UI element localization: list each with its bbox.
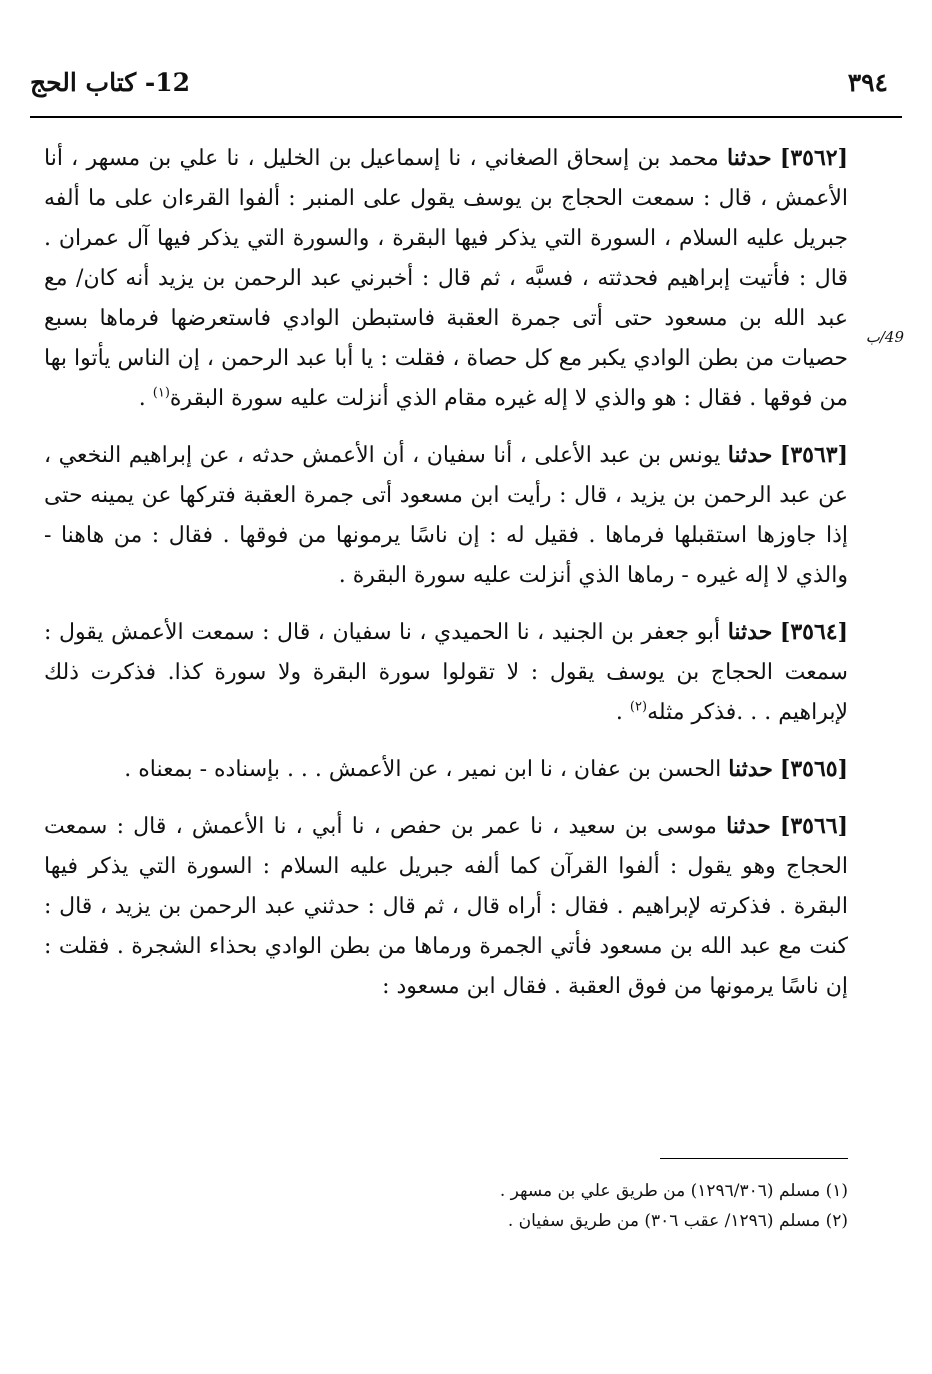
hadith-text: أبو جعفر بن الجنيد ، نا الحميدي ، نا سفيان ، قال : سمعت الأعمش يقول : سمعت الحجاج بن يوسف يقول : لا تقولوا سورة البقرة ولا سورة كذا. فذكرت ذلك لإبراهيم . . .فذكر مثله xyxy=(44,620,848,725)
footnotes xyxy=(44,1176,848,1236)
hadith-number: [٣٥٦٦] xyxy=(779,813,848,839)
hadith-number: [٣٥٦٥] xyxy=(779,756,848,782)
hadith-keyword: حدثنا xyxy=(727,442,773,468)
chapter-title: 12- كتاب الحج xyxy=(30,68,191,97)
hadith-tail: . xyxy=(615,700,630,725)
header-divider xyxy=(30,116,902,118)
hadith-3562 xyxy=(44,138,848,419)
hadith-keyword: حدثنا xyxy=(726,813,771,839)
footnote-1: (١) مسلم (١٢٩٦/٣٠٦) من طريق علي بن مسهر . xyxy=(499,1181,848,1201)
hadith-3564 xyxy=(44,612,848,733)
hadith-number: [٣٥٦٤] xyxy=(779,619,848,645)
hadith-keyword: حدثنا xyxy=(728,756,773,782)
hadith-text: محمد بن إسحاق الصغاني ، نا إسماعيل بن الخليل ، نا علي بن مسهر ، أنا الأعمش ، قال : سمعت الحجاج بن يوسف يقول على المنبر : ألفوا القرءان على ما ألفه جبريل عليه السلام ، السورة التي يذكر فيها البقرة ، والسورة التي يذكر فيها آل عمران . قال : فأتيت إبراهيم فحدثته ، فسبَّه ، ثم قال : أخبرني عبد الرحمن بن يزيد أنه كان/ مع عبد الله بن مسعود حتى أتى جمرة العقبة فاستبطن الوادي فاستعرضها فرماها بسبع حصيات من بطن الوادي يكبر مع كل حصاة ، فقلت : يا أبا عبد الرحمن ، إن الناس يأتوا بها من فوقها . فقال : هو والذي لا إله غيره مقام الذي أنزلت عليه سورة البقرة xyxy=(44,146,848,411)
hadith-text: موسى بن سعيد ، نا عمر بن حفص ، نا أبي ، نا الأعمش ، قال : سمعت الحجاج وهو يقول : ألفوا القرآن كما ألفه جبريل عليه السلام : السورة التي يذكر فيها البقرة . فذكرته لإبراهيم . فقال : أراه قال ، ثم قال : حدثني عبد الرحمن بن يزيد ، قال : كنت مع عبد الله بن مسعود فأتي الجمرة ورماها من بطن الوادي بحذاء الشجرة . فقلت : إن ناسًا يرمونها من فوق العقبة . فقال ابن مسعود : xyxy=(44,814,848,999)
hadith-text: الحسن بن عفان ، نا ابن نمير ، عن الأعمش . . . بإسناده - بمعناه . xyxy=(124,757,729,782)
page-header xyxy=(30,58,902,108)
hadith-3563 xyxy=(44,435,848,596)
hadith-3565 xyxy=(44,749,848,790)
footnote-2: (٢) مسلم (١٢٩٦/ عقب ٣٠٦) من طريق سفيان . xyxy=(507,1211,848,1231)
hadith-number: [٣٥٦٢] xyxy=(779,145,848,171)
hadith-tail: . xyxy=(138,386,153,411)
hadith-number: [٣٥٦٣] xyxy=(779,442,848,468)
hadith-keyword: حدثنا xyxy=(727,145,772,171)
margin-folio-note: 49/ب xyxy=(865,328,904,346)
footnote-ref: (٢) xyxy=(629,699,648,715)
footnote-ref: (١) xyxy=(152,385,170,401)
hadith-3566 xyxy=(44,806,848,1007)
hadith-keyword: حدثنا xyxy=(727,619,773,645)
footnote-divider xyxy=(660,1158,848,1159)
hadith-text: يونس بن عبد الأعلى ، أنا سفيان ، أن الأعمش حدثه ، عن إبراهيم النخعي ، عن عبد الرحمن بن يزيد ، قال : رأيت ابن مسعود أتى جمرة العقبة فتركها عن يمينه حتى إذا جاوزها استقبلها فرماها . فقيل له : إن ناسًا يرمونها من فوقها . فقال : من هاهنا - والذي لا إله غيره - رماها الذي أنزلت عليه سورة البقرة . xyxy=(44,443,848,588)
main-text xyxy=(44,138,848,1023)
page-number: ٣٩٤ xyxy=(847,68,888,97)
